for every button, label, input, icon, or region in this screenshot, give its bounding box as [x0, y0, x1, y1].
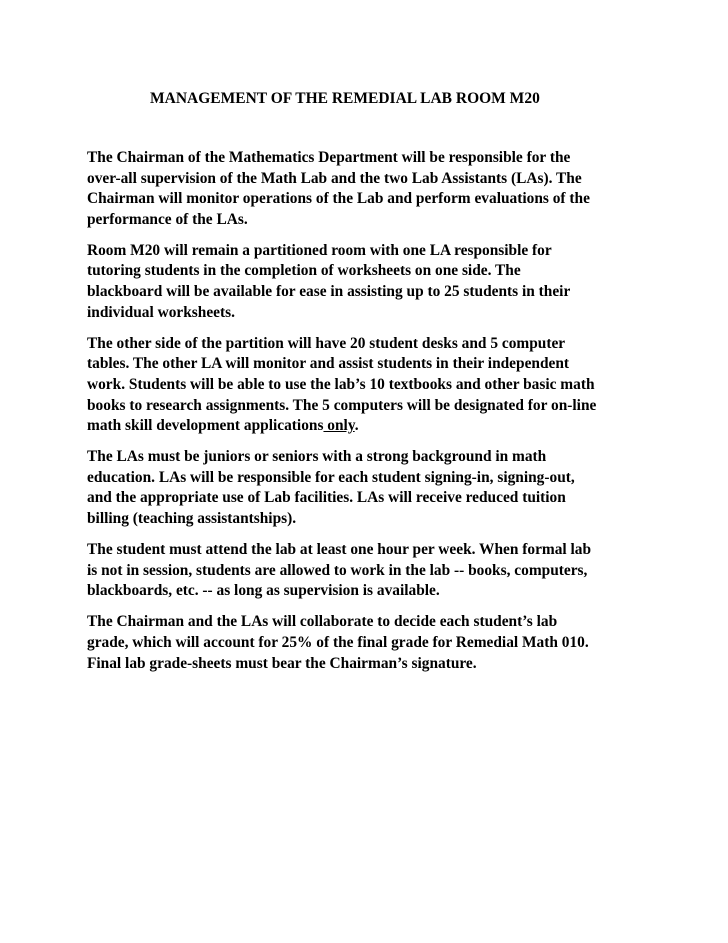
text-segment: math skill development applications: [87, 417, 324, 435]
text-segment: .: [354, 417, 359, 435]
paragraph-attendance: [87, 540, 657, 602]
text-line: education. LAs will be responsible for each student signing-in, signing-out,: [87, 468, 575, 486]
text-line: Chairman will monitor operations of the Lab and perform evaluations of the: [87, 190, 590, 208]
text-line: The Chairman of the Mathematics Department will be responsible for the: [87, 149, 571, 166]
text-line: The Chairman and the LAs will collaborate to decide each student’s lab: [87, 613, 558, 631]
text-line: tutoring students in the completion of worksheets on one side. The: [87, 262, 521, 280]
text-line: Final lab grade-sheets must bear the Chairman’s signature.: [87, 654, 477, 672]
text-line: grade, which will account for 25% of the final grade for Remedial Math 010.: [87, 633, 589, 651]
text-line: The LAs must be juniors or seniors with a strong background in math: [87, 448, 547, 466]
text-line: The other side of the partition will have 20 student desks and 5 computer: [87, 334, 566, 352]
text-line: and the appropriate use of Lab facilities. LAs will receive reduced tuition: [87, 489, 566, 507]
paragraph-other-side: [87, 334, 657, 437]
text-line: performance of the LAs.: [87, 210, 248, 228]
document-title: MANAGEMENT OF THE REMEDIAL LAB ROOM M20: [150, 90, 540, 107]
paragraph-la-requirements: [87, 447, 657, 529]
text-line: blackboards, etc. -- as long as supervision is available.: [87, 582, 440, 600]
text-line: Room M20 will remain a partitioned room with one LA responsible for: [87, 241, 552, 259]
document-body: [87, 148, 657, 685]
text-line: billing (teaching assistantships).: [87, 510, 297, 527]
text-line: The student must attend the lab at least one hour per week. When formal lab: [87, 541, 592, 559]
paragraph-grading: [87, 612, 657, 674]
text-line: blackboard will be available for ease in assisting up to 25 students in their: [87, 283, 571, 301]
text-line: work. Students will be able to use the lab’s 10 textbooks and other basic math: [87, 375, 595, 393]
paragraph-room-partition: [87, 241, 657, 323]
text-line: individual worksheets.: [87, 303, 235, 321]
text-line: tables. The other LA will monitor and assist students in their independent: [87, 355, 570, 373]
text-line: is not in session, students are allowed to work in the lab -- books, computers,: [87, 561, 588, 579]
text-line: books to research assignments. The 5 computers will be designated for on-line: [87, 396, 597, 414]
text-line: over-all supervision of the Math Lab and the two Lab Assistants (LAs). The: [87, 169, 582, 187]
paragraph-chairman-responsibility: [87, 148, 657, 230]
underlined-emphasis: only: [323, 417, 355, 435]
text-line-with-underline: [87, 416, 657, 437]
